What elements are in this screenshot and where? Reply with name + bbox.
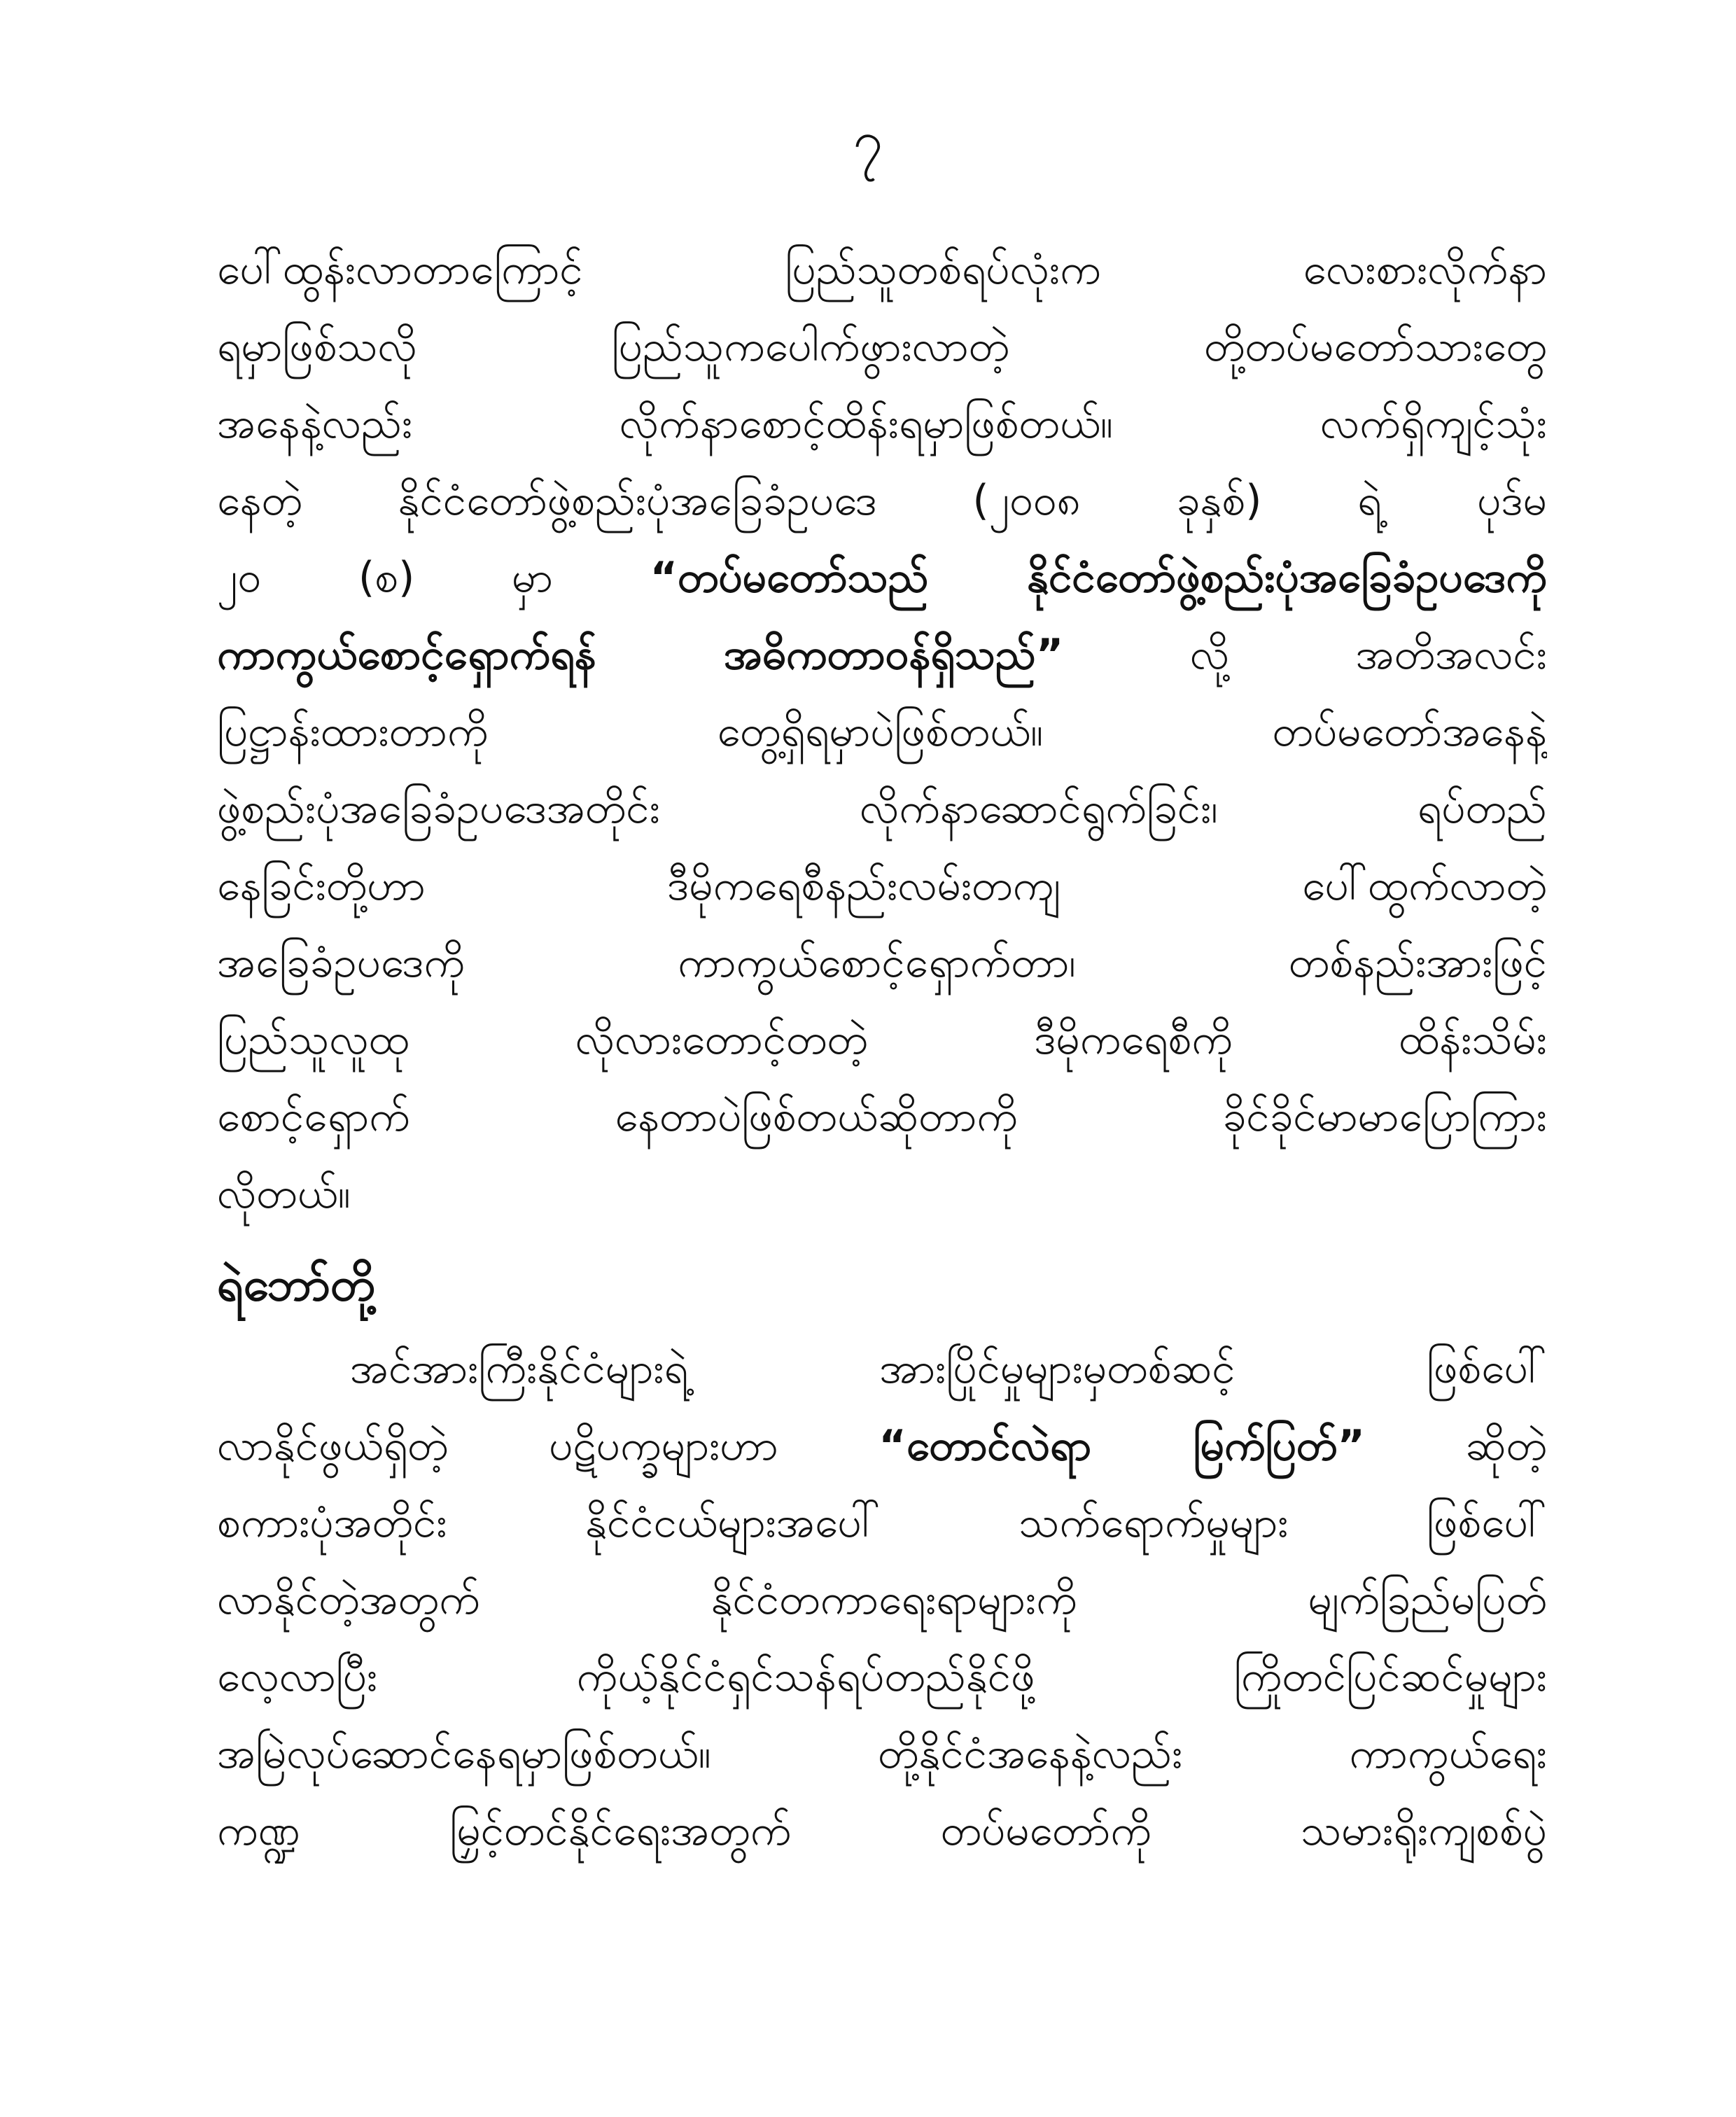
- paragraph-1-line-11: ပြည်သူလူထု လိုလားတောင့်တတဲ့ ဒီမိုကရေစီကို ထိန်းသိမ်း: [217, 1015, 1547, 1064]
- paragraph-1-line-1: ပေါ်ထွန်းလာတာကြောင့် ပြည်သူတစ်ရပ်လုံးက လေးစားလိုက်နာ: [217, 245, 1547, 294]
- paragraph-2-line-2-text-c: ဆိုတဲ့: [1364, 1421, 1547, 1470]
- page-number: ၇: [853, 109, 883, 171]
- paragraph-2-line-3: စကားပုံအတိုင်း နိုင်ငံငယ်များအပေါ် သက်ရောက်မှုများ ဖြစ်ပေါ်: [217, 1498, 1547, 1547]
- paragraph-2-line-7: ကဏ္ဍ မြှင့်တင်နိုင်ရေးအတွက် တပ်မတော်ကို သမားရိုးကျစစ်ပွဲ: [217, 1806, 1547, 1855]
- paragraph-2-line-4: လာနိုင်တဲ့အတွက် နိုင်ငံတကာရေးရာများကို မျက်ခြည်မပြတ်: [217, 1575, 1547, 1624]
- paragraph-2-line-1: အင်အားကြီးနိုင်ငံများရဲ့ အားပြိုင်မှုများမှတစ်ဆင့် ဖြစ်ပေါ်: [350, 1344, 1547, 1393]
- paragraph-1-line-13: လိုတယ်။: [217, 1169, 351, 1218]
- paragraph-1-line-8: ဖွဲ့စည်းပုံအခြေခံဥပဒေအတိုင်း လိုက်နာဆောင်ရွက်ခြင်း၊ ရပ်တည်: [217, 784, 1547, 833]
- paragraph-1-line-12: စောင့်ရှောက် နေတာပဲဖြစ်တယ်ဆိုတာကို ခိုင်ခိုင်မာမာပြောကြား: [217, 1092, 1547, 1141]
- paragraph-2-line-2-text-a: လာနိုင်ဖွယ်ရှိတဲ့ ပဋိပက္ခများဟာ: [217, 1421, 879, 1470]
- paragraph-1-line-6-text: လို့ အတိအလင်း: [1063, 630, 1547, 679]
- paragraph-1-line-3: အနေနဲ့လည်း လိုက်နာစောင့်ထိန်းရမှာဖြစ်တယ်။ လက်ရှိကျင့်သုံး: [217, 399, 1547, 448]
- paragraph-2-line-5: လေ့လာပြီး ကိုယ့်နိုင်ငံရှင်သန်ရပ်တည်နိုင်ဖို့ ကြိုတင်ပြင်ဆင်မှုများ: [217, 1652, 1547, 1701]
- constitution-quote-part-1: “တပ်မတော်သည် နိုင်ငံတော်ဖွဲ့စည်းပုံအခြေခံဥပဒေကို: [650, 553, 1547, 602]
- constitution-quote-part-2: ကာကွယ်စောင့်ရှောက်ရန် အဓိကတာဝန်ရှိသည်”: [217, 630, 1064, 679]
- paragraph-1-line-9: နေခြင်းတို့ဟာ ဒီမိုကရေစီနည်းလမ်းတကျ ပေါ်ထွက်လာတဲ့: [217, 861, 1547, 910]
- section-heading: ရဲဘော်တို့: [217, 1257, 376, 1311]
- paragraph-1-line-10: အခြေခံဥပဒေကို ကာကွယ်စောင့်ရှောက်တာ၊ တစ်နည်းအားဖြင့်: [217, 938, 1547, 987]
- paragraph-2-line-2: [217, 1407, 1547, 1484]
- paragraph-1-line-5: [217, 539, 1547, 616]
- paragraph-2-line-6: အမြဲလုပ်ဆောင်နေရမှာဖြစ်တယ်။ တို့နိုင်ငံအနေနဲ့လည်း ကာကွယ်ရေး: [217, 1729, 1547, 1778]
- paragraph-1-line-6: [217, 616, 1547, 693]
- paragraph-1-line-2: ရမှာဖြစ်သလို ပြည်သူကပေါက်ဖွားလာတဲ့ တို့တပ်မတော်သားတွေ: [217, 322, 1547, 371]
- paragraph-1-line-4: နေတဲ့ နိုင်ငံတော်ဖွဲ့စည်းပုံအခြေခံဥပဒေ (၂၀၀၈ ခုနှစ်) ရဲ့ ပုဒ်မ: [217, 476, 1547, 525]
- paragraph-1-line-5-text: ၂၀ (စ) မှာ: [217, 553, 650, 602]
- paragraph-1-line-7: ပြဋ္ဌာန်းထားတာကို တွေ့ရှိရမှာပဲဖြစ်တယ်။ တပ်မတော်အနေနဲ့: [217, 707, 1547, 756]
- proverb-quote: “တောင်လဲရာ မြက်ပြတ်”: [878, 1421, 1365, 1470]
